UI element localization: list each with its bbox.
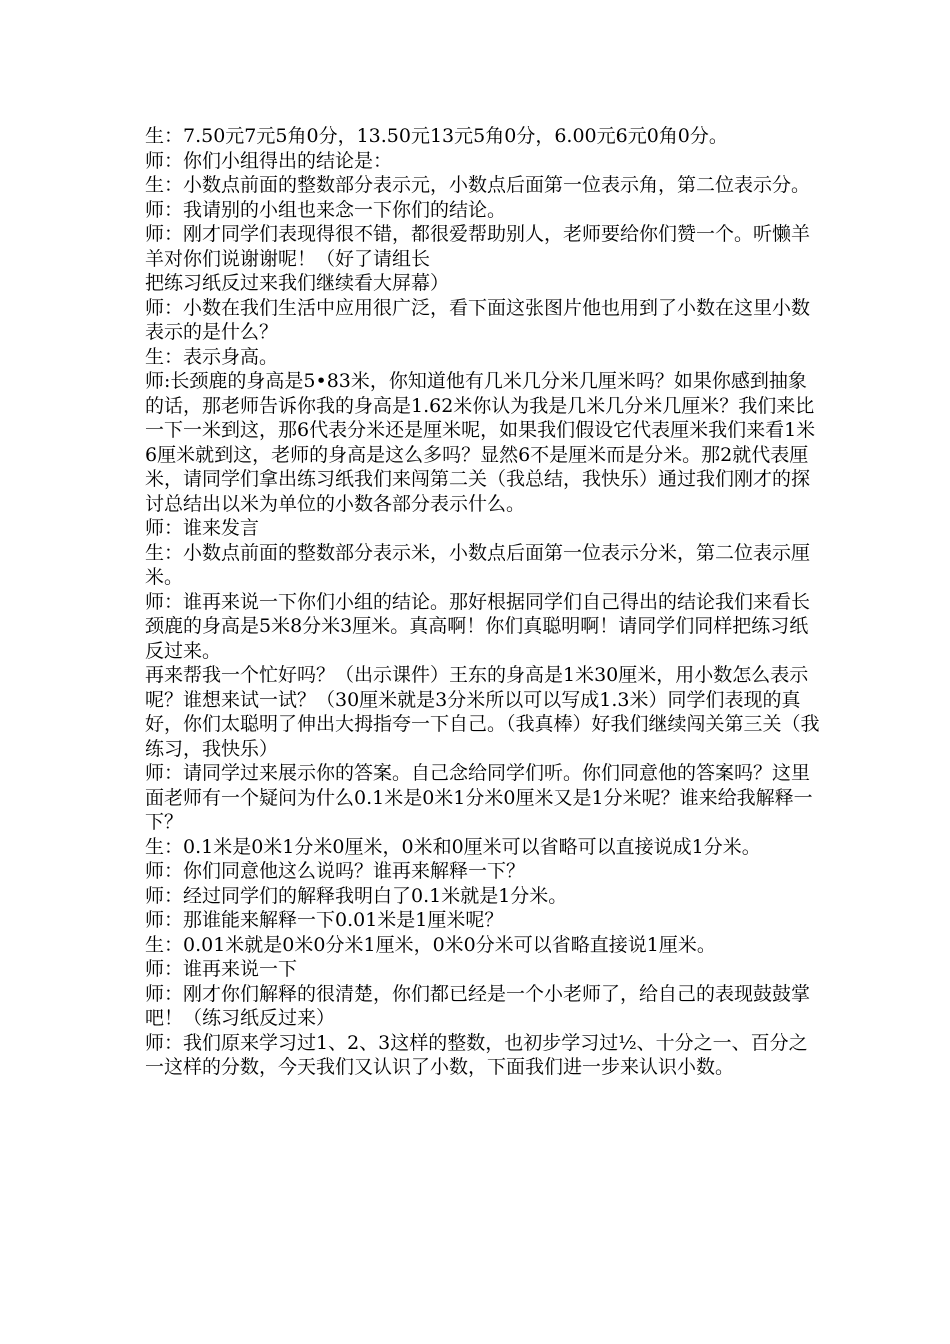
paragraph: 生：表示身高。 [145,345,279,368]
paragraph: 再来帮我一个忙好吗？（出示课件）王东的身高是1米30厘米，用小数怎么表示呢？谁想来试一试？（30厘米就是3分米所以可以写成1.3米）同学们表现的真好，你们太聪明了伸出大拇指夸一下自己。（我真棒）好我们继续闯关第三关（我练习，我快乐） [145,664,820,760]
paragraph: 师：那谁能来解释一下0.01米是1厘米呢？ [145,909,504,931]
paragraph: 师：刚才同学们表现得很不错，都很爱帮助别人，老师要给你们赞一个。听懒羊羊对你们说谢谢呢！（好了请组长 把练习纸反过来我们继续看大屏幕） [145,223,811,294]
paragraph: 生：0.1米是0米1分米0厘米，0米和0厘米可以省略可以直接说成1分米。 [145,835,761,858]
paragraph: 师：谁再来说一下 [145,958,298,980]
paragraph: 生：小数点前面的整数部分表示米，小数点后面第一位表示分米，第二位表示厘米。 [145,541,811,588]
paragraph: 师：经过同学们的解释我明白了0.1米就是1分米。 [145,884,568,907]
paragraph: 师：你们同意他这么说吗？谁再来解释一下？ [145,860,526,882]
paragraph: 师:长颈鹿的身高是5•83米，你知道他有几米几分米几厘米吗？如果你感到抽象的话，那老师告诉你我的身高是1.62米你认为我是几米几分米几厘米？我们来比一下一米到这，那6代表分米还是厘米呢，如果我们假设它代表厘米我们来看1米6厘米就到这，老师的身高是这么多吗？显然6不是厘米而是分米。那2就代表厘米，请同学们拿出练习纸我们来闯第二关（我总结，我快乐）通过我们刚才的探讨总结出以米为单位的小数各部分表示什么。 [145,370,816,515]
paragraph: 师：你们小组得出的结论是： [145,149,393,172]
paragraph: 师：刚才你们解释的很清楚，你们都已经是一个小老师了，给自己的表现鼓鼓掌吧！（练习纸反过来） [145,982,811,1029]
paragraph: 师：我们原来学习过1、2、3这样的整数，也初步学习过½、十分之一、百分之一这样的分数，今天我们又认识了小数，下面我们进一步来认识小数。 [145,1031,808,1078]
paragraph: 生：7.50元7元5角0分，13.50元13元5角0分，6.00元6元0角0分。 [145,125,728,147]
paragraph: 师：谁来发言 [145,517,260,539]
paragraph: 师：小数在我们生活中应用很广泛，看下面这张图片他也用到了小数在这里小数表示的是什么？ [145,296,811,343]
document-body [145,124,825,1080]
paragraph: 师：请同学过来展示你的答案。自己念给同学们听。你们同意他的答案吗？这里面老师有一个疑问为什么0.1米是0米1分米0厘米又是1分米呢？谁来给我解释一下？ [145,762,813,833]
paragraph: 师：我请别的小组也来念一下你们的结论。 [145,198,507,221]
paragraph: 生：小数点前面的整数部分表示元，小数点后面第一位表示角，第二位表示分。 [145,174,811,196]
paragraph: 生：0.01米就是0米0分米1厘米，0米0分米可以省略直接说1厘米。 [145,933,716,956]
paragraph: 师：谁再来说一下你们小组的结论。那好根据同学们自己得出的结论我们来看长颈鹿的身高是5米8分米3厘米。真高啊！你们真聪明啊！请同学们同样把练习纸反过来。 [145,590,811,662]
